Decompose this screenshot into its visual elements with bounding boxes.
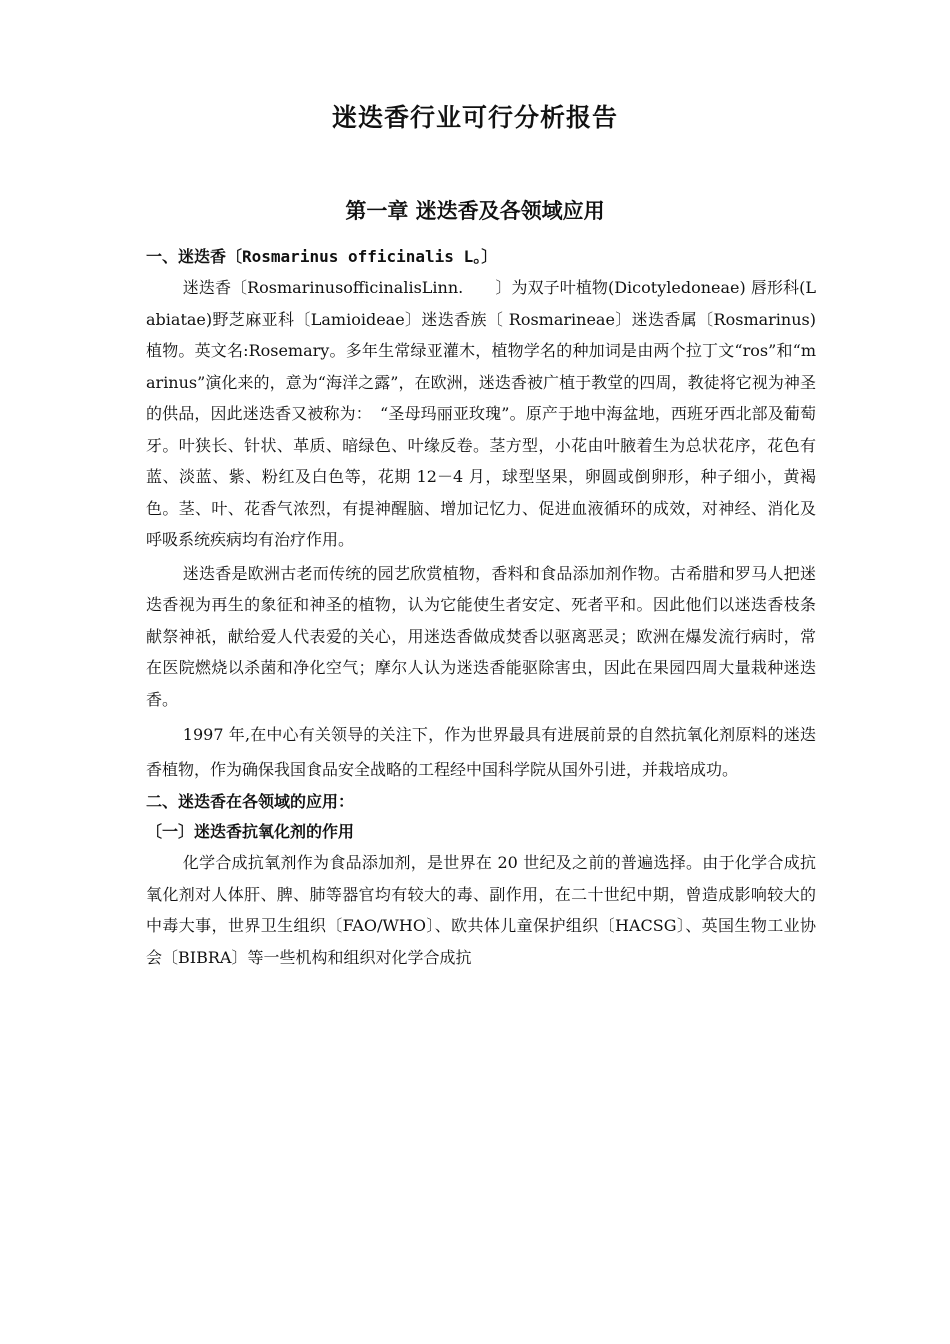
- section-heading-latin: 〔Rosmarinus officinalis L。〕: [226, 247, 498, 266]
- section-heading-cn: 一、迷迭香: [146, 247, 227, 266]
- paragraph-antioxidant: 化学合成抗氧剂作为食品添加剂，是世界在 20 世纪及之前的普遍选择。由于化学合成抗氧化剂对人体肝、脾、肺等器官均有较大的毒、副作用，在二十世纪中期，曾造成影响较大的中毒大事，世界卫生组织〔FAO/WHO〕、欧共体儿童保护组织〔HACSG〕、英国生物工业协会〔BIBRA〕等一些机构和组织对化学合成抗: [146, 853, 816, 967]
- section-heading-applications: 二、迷迭香在各领域的应用：: [146, 792, 355, 811]
- paragraph-introduction-china: 1997 年,在中心有关领导的关注下，作为世界最具有进展前景的自然抗氧化剂原料的迷迭香植物，作为确保我国食品安全战略的工程经中国科学院从国外引进，并栽培成功。: [146, 725, 816, 779]
- document-title: 迷迭香行业可行分析报告: [331, 103, 618, 132]
- document-body: [146, 242, 816, 973]
- paragraph-history: 迷迭香是欧洲古老而传统的园艺欣赏植物，香料和食品添加剂作物。古希腊和罗马人把迷迭香视为再生的象征和神圣的植物，认为它能使生者安定、死者平和。因此他们以迷迭香枝条献祭神祇，献给爱人代表爱的关心，用迷迭香做成焚香以驱离恶灵；欧洲在爆发流行病时，常在医院燃烧以杀菌和净化空气；摩尔人认为迷迭香能驱除害虫，因此在果园四周大量栽种迷迭香。: [146, 563, 816, 709]
- section-heading-rosemary: [146, 242, 816, 272]
- subsection-heading-antioxidant: 〔一〕迷迭香抗氧化剂的作用: [146, 822, 355, 841]
- paragraph-description: 迷迭香〔RosmarinusofficinalisLinn. 〕为双子叶植物(Dicotyledoneae) 唇形科(Labiatae)野芝麻亚科〔Lamioideae〕迷迭香族〔 Rosmarineae〕迷迭香属〔Rosmarinus)植物。英文名:Rosemary。多年生常绿亚灌木，植物学名的种加词是由两个拉丁文“ros”和“marinus”演化来的，意为“海洋之露”，在欧洲，迷迭香被广植于教堂的四周，教徒将它视为神圣的供品，因此迷迭香又被称为： “圣母玛丽亚玫瑰”。原产于地中海盆地，西班牙西北部及葡萄牙。叶狭长、针状、革质、暗绿色、叶缘反卷。茎方型，小花由叶腋着生为总状花序，花色有蓝、淡蓝、紫、粉红及白色等，花期 12－4 月，球型坚果，卵圆或倒卵形，种子细小，黄褐色。茎、叶、花香气浓烈，有提神醒脑、增加记忆力、促进血液循环的成效，对神经、消化及呼吸系统疾病均有治疗作用。: [146, 278, 816, 549]
- chapter-title: 第一章 迷迭香及各领域应用: [345, 199, 605, 223]
